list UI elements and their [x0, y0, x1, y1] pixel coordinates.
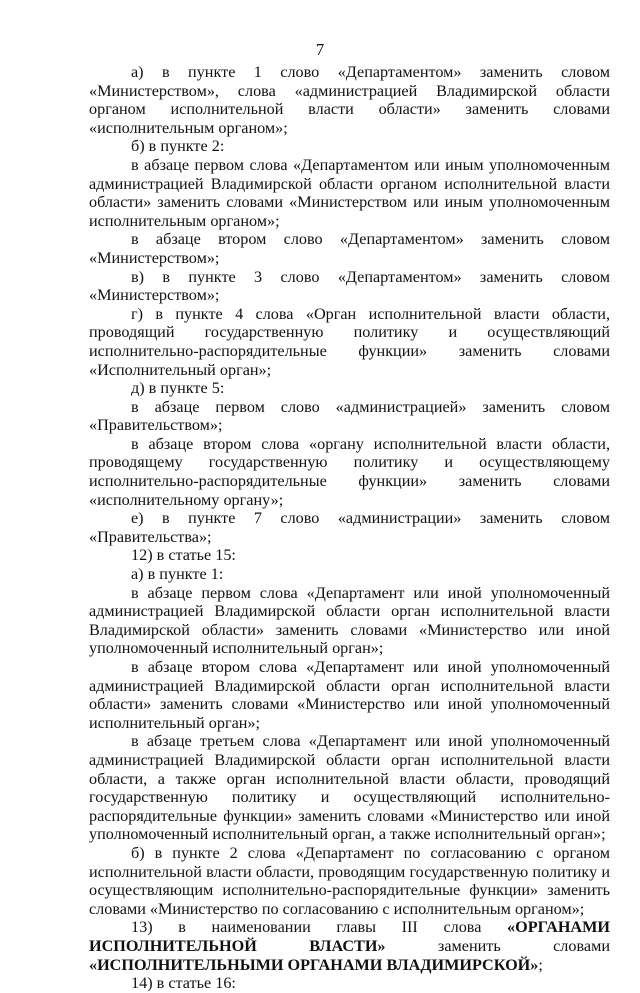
- paragraph: 14) в статье 16:: [131, 974, 236, 993]
- paragraph: 12) в статье 15:: [131, 546, 236, 565]
- paragraph-chapter-title-change: [89, 918, 610, 974]
- paragraph: в абзаце первом слова «Департамент или иной уполномоченный администрацией Владимирской области орган исполнительной власти Владимирской области» заменить словами «Министерство или иной уполномоченный исполнительный орган»;: [89, 583, 610, 658]
- paragraph: д) в пункте 5:: [131, 379, 225, 398]
- paragraph: в абзаце втором слова «органу исполнительной власти области, проводящему государственную политику и осуществляющему исполнительно-распорядительные функции» заменить словами «исполнительному органу»;: [89, 434, 610, 509]
- paragraph: в) в пункте 3 слово «Департаментом» заменить словом «Министерством»;: [89, 267, 610, 305]
- bold-new-title: «ИСПОЛНИТЕЛЬНЫМИ ОРГАНАМИ ВЛАДИМИРСКОЙ»: [89, 955, 539, 974]
- paragraph: б) в пункте 2 слова «Департамент по согласованию с органом исполнительной власти области, проводящим государственную политику и осуществляющим исполнительно-распорядительные функции» заменить словами «Министерство по согласованию с исполнительным органом»;: [89, 843, 610, 918]
- page-number: 7: [315, 40, 325, 59]
- paragraph: е) в пункте 7 слово «администрации» заменить словом «Правительства»;: [89, 509, 610, 546]
- paragraph: в абзаце третьем слова «Департамент или иной уполномоченный администрацией Владимирской области орган исполнительной власти области, а также орган исполнительной власти области, проводящий государственную политику и осуществляющий исполнительно-распорядительные функции» заменить словами «Министерство или иной уполномоченный исполнительный орган, а также исполнительный орган»;: [89, 732, 610, 844]
- document-body: [89, 63, 610, 993]
- bold-old-title: «ОРГАНАМИ ИСПОЛНИТЕЛЬНОЙ ВЛАСТИ»: [89, 918, 610, 955]
- paragraph-text: заменить словами: [385, 936, 611, 955]
- paragraph: в абзаце первом слово «администрацией» заменить словом «Правительством»;: [89, 397, 610, 435]
- paragraph: б) в пункте 2:: [131, 137, 225, 156]
- paragraph: в абзаце втором слово «Департаментом» заменить словом «Министерством»;: [89, 230, 610, 267]
- paragraph: а) в пункте 1:: [131, 565, 224, 584]
- paragraph: в абзаце втором слова «Департамент или иной уполномоченный администрацией Владимирской области орган исполнительной власти области» заменить словами «Министерство или иной уполномоченный исполнительный орган»;: [89, 658, 610, 732]
- paragraph-text: 13) в наименовании главы III слова: [131, 918, 508, 937]
- paragraph: г) в пункте 4 слова «Орган исполнительной власти области, проводящий государственную политику и осуществляющий исполнительно-распорядительные функции» заменить словами «Исполнительный орган»;: [89, 304, 610, 379]
- paragraph: в абзаце первом слова «Департаментом или иным уполномоченным администрацией Владимирской области органом исполнительной власти области» заменить словами «Министерством или иным уполномоченным исполнительным органом»;: [89, 155, 610, 230]
- paragraph: а) в пункте 1 слово «Департаментом» заменить словом «Министерством», слова «администрацией Владимирской области органом исполнительной власти области» заменить словами «исполнительным органом»;: [89, 63, 610, 137]
- paragraph-text: ;: [538, 955, 543, 974]
